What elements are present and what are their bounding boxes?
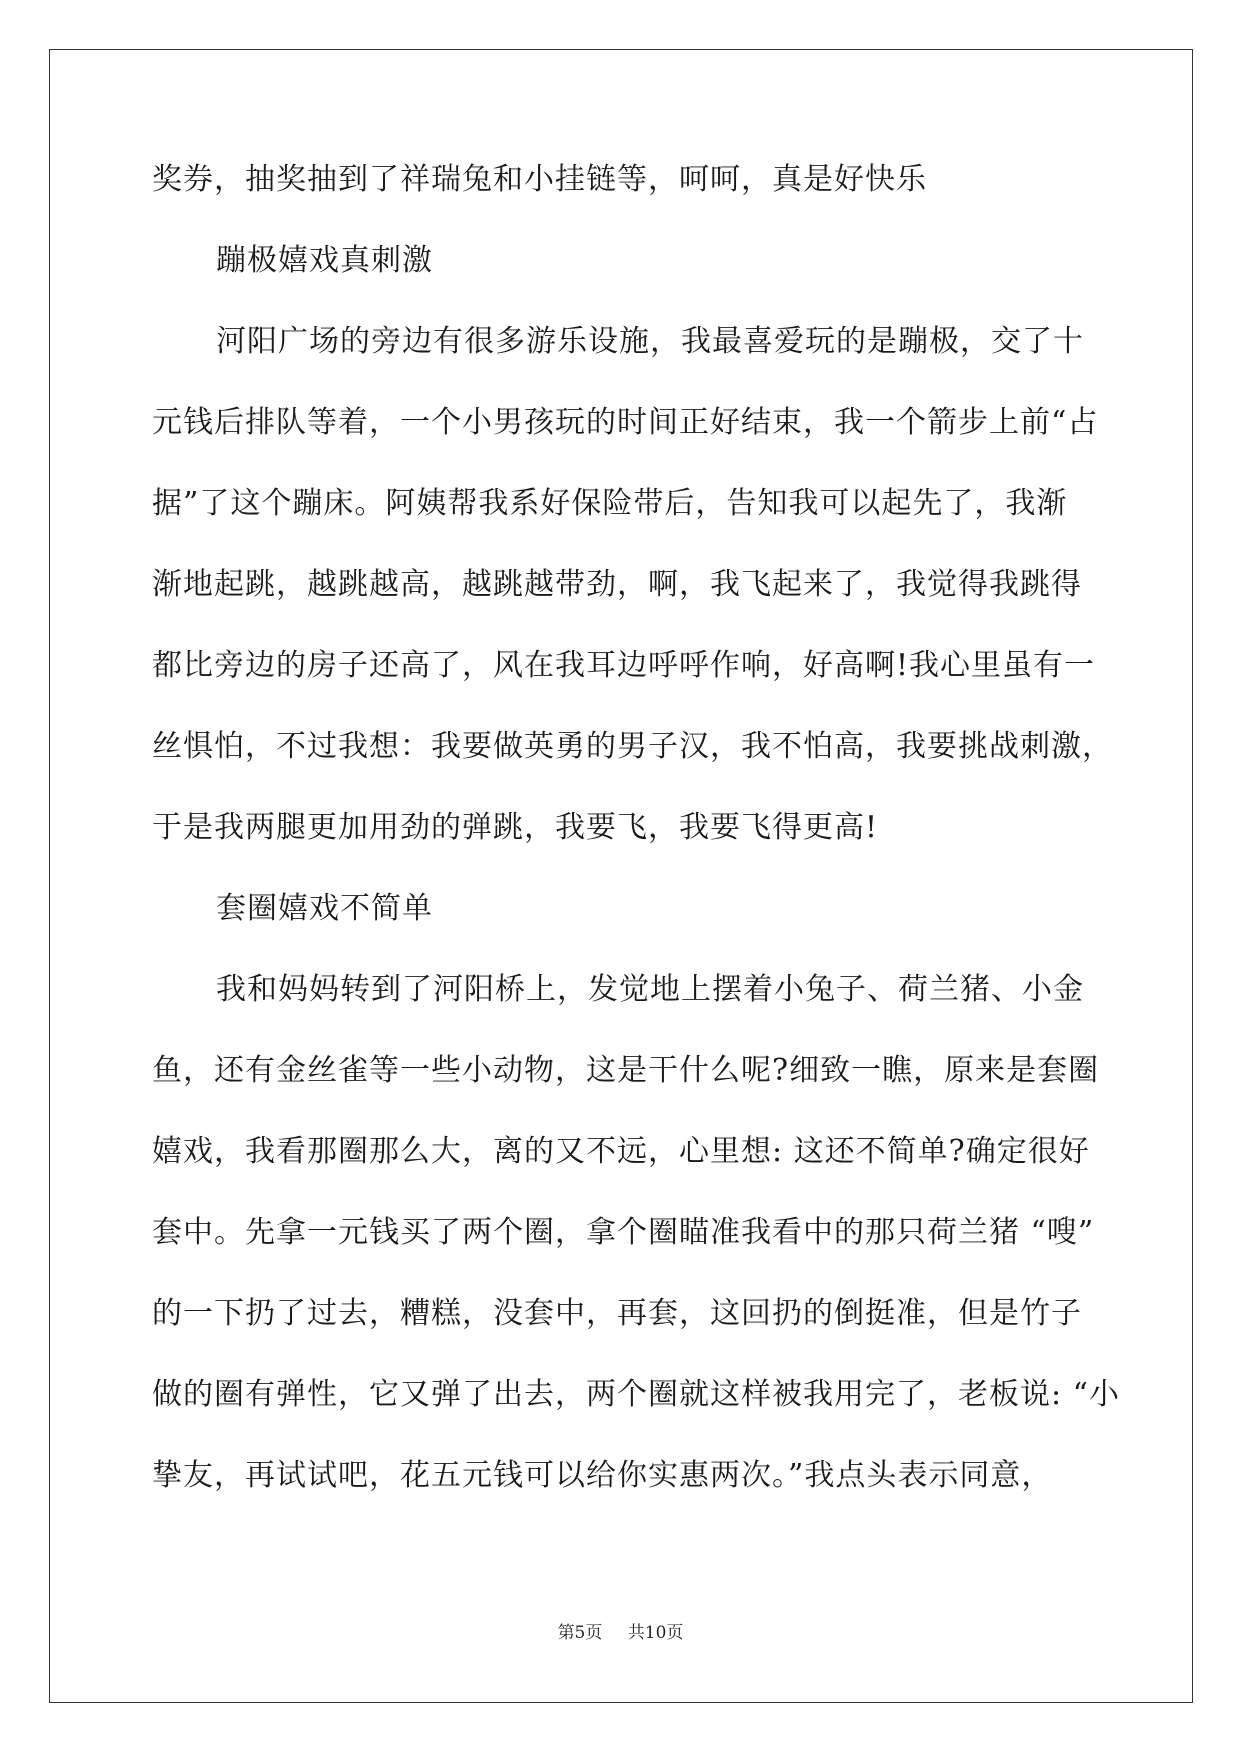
text-line: 的一下扔了过去，糟糕，没套中，再套，这回扔的倒挺准，但是竹子	[152, 1296, 1082, 1331]
text-line: 元钱后排队等着，一个小男孩玩的时间正好结束，我一个箭步上前“占	[152, 405, 1099, 440]
page-total: 共10页	[627, 1623, 684, 1643]
text-line: 鱼，还有金丝雀等一些小动物，这是干什么呢?细致一瞧，原来是套圈	[152, 1053, 1100, 1088]
text-line: 做的圈有弹性，它又弹了出去，两个圈就这样被我用完了，老板说: “小	[152, 1377, 1120, 1412]
page-footer	[0, 1618, 1241, 1643]
text-line: 套中。先拿一元钱买了两个圈，拿个圈瞄准我看中的那只荷兰猪 “嗖”	[152, 1215, 1095, 1250]
text-line: 据”了这个蹦床。阿姨帮我系好保险带后，告知我可以起先了，我渐	[152, 486, 1068, 521]
text-line: 河阳广场的旁边有很多游乐设施，我最喜爱玩的是蹦极，交了十	[216, 324, 1084, 359]
text-line: 都比旁边的房子还高了，风在我耳边呼呼作响，好高啊!我心里虽有一	[152, 648, 1096, 683]
text-line: 丝惧怕，不过我想：我要做英勇的男子汉，我不怕高，我要挑战刺激，	[152, 729, 1113, 764]
document-body	[152, 160, 1120, 1537]
text-line: 我和妈妈转到了河阳桥上，发觉地上摆着小兔子、荷兰猪、小金	[216, 972, 1084, 1007]
text-line: 奖券，抽奖抽到了祥瑞兔和小挂链等，呵呵，真是好快乐	[152, 162, 927, 197]
text-line: 套圈嬉戏不简单	[216, 891, 433, 926]
text-line: 蹦极嬉戏真刺激	[216, 243, 433, 278]
text-line: 于是我两腿更加用劲的弹跳，我要飞，我要飞得更高!	[152, 810, 879, 845]
text-line: 渐地起跳，越跳越高，越跳越带劲，啊，我飞起来了，我觉得我跳得	[152, 567, 1082, 602]
text-line: 嬉戏，我看那圈那么大，离的又不远，心里想: 这还不简单?确定很好	[152, 1134, 1090, 1169]
page-number: 第5页	[557, 1623, 603, 1643]
text-line: 挚友，再试试吧，花五元钱可以给你实惠两次。”我点头表示同意，	[152, 1458, 1053, 1493]
